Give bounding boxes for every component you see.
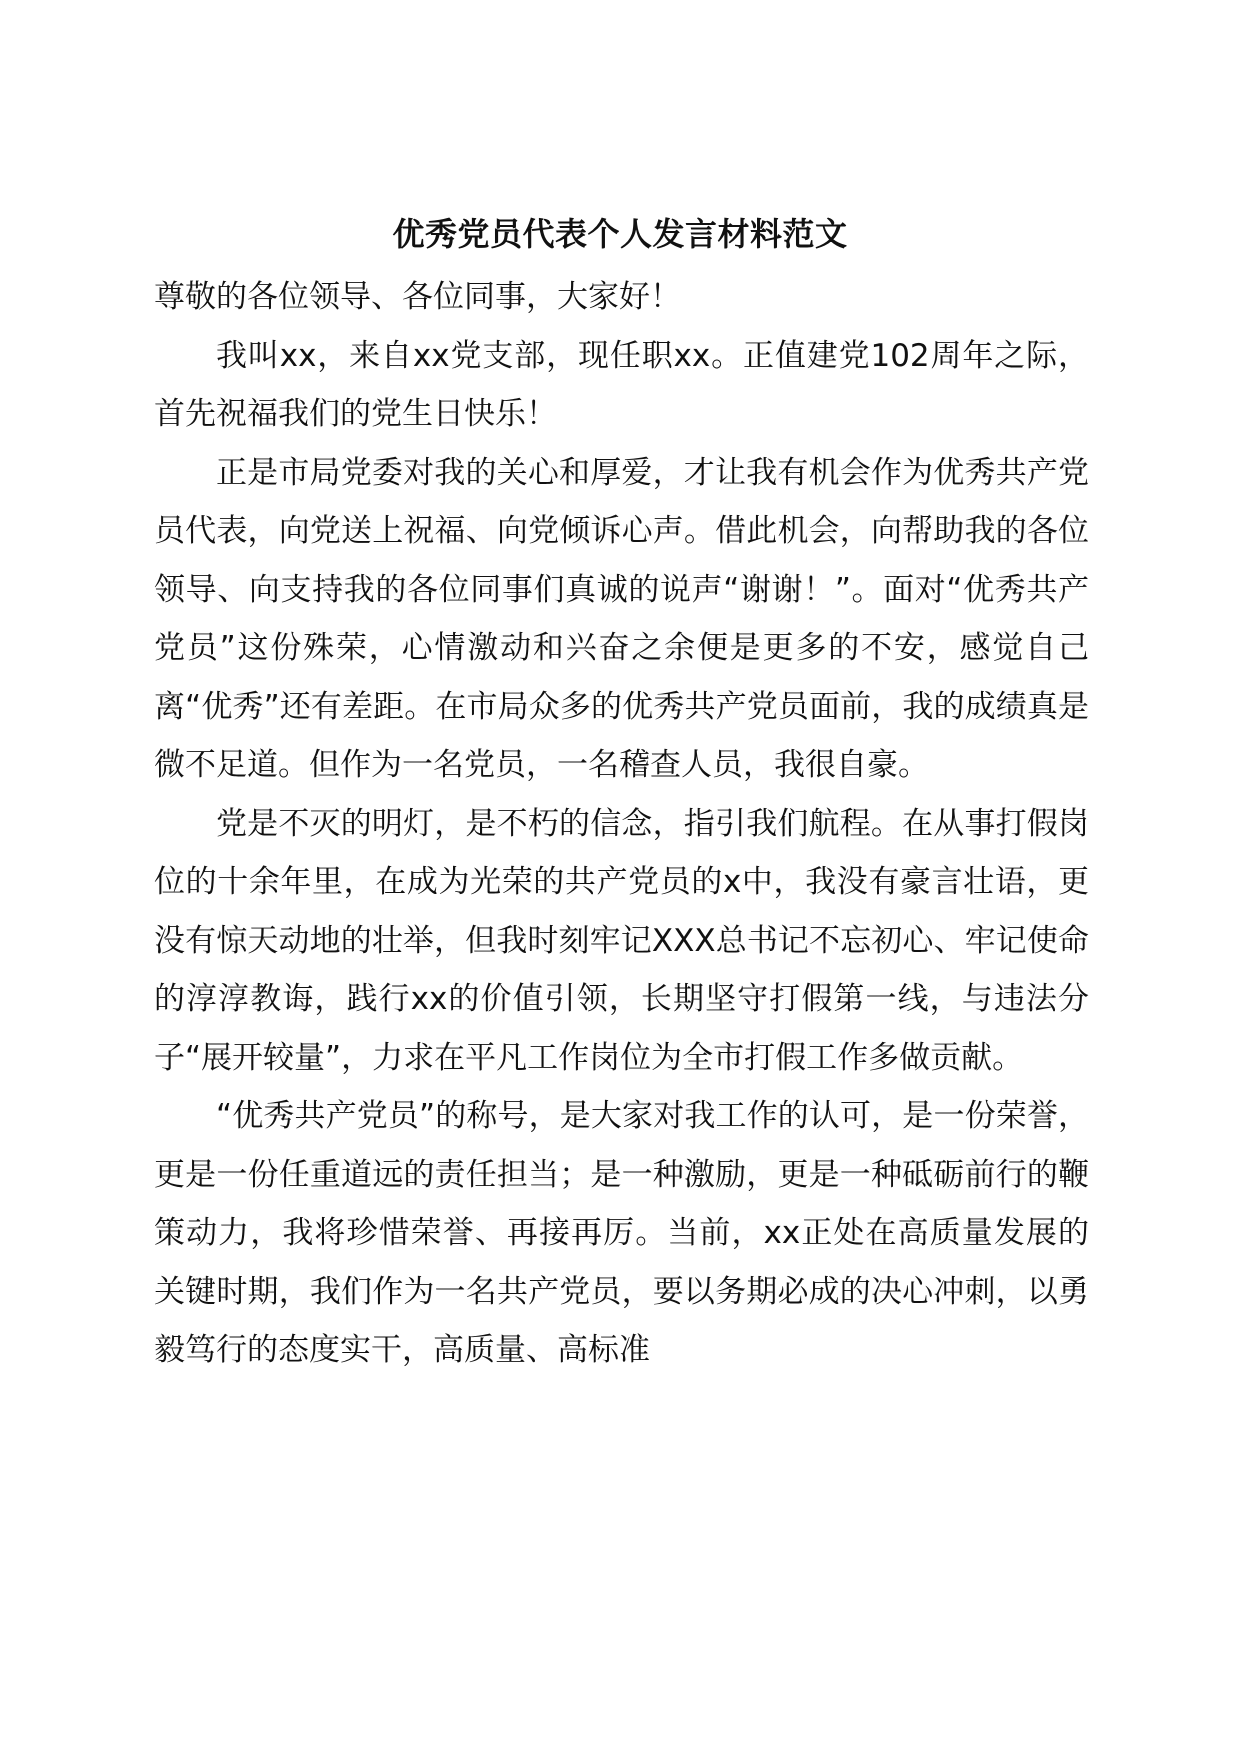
paragraph-honor-responsibility: “优秀共产党员”的称号，是大家对我工作的认可，是一份荣誉，更是一份任重道远的责任担当；是一种激励，更是一种砥砺前行的鞭策动力，我将珍惜荣誉、再接再厉。当前，xx正处在高质量发展的关键时期，我们作为一名共产党员，要以务期必成的决心冲刺，以勇毅笃行的态度实干，高质量、高标准 [154, 1098, 1089, 1368]
document-body [154, 268, 1089, 1380]
paragraph-party-beacon: 党是不灭的明灯，是不朽的信念，指引我们航程。在从事打假岗位的十余年里，在成为光荣的共产党员的x中，我没有豪言壮语，更没有惊天动地的壮举，但我时刻牢记XXX总书记不忘初心、牢记使命的淳淳教诲，践行xx的价值引领，长期坚守打假第一线，与违法分子“展开较量”，力求在平凡工作岗位为全市打假工作多做贡献。 [154, 805, 1089, 1076]
paragraph-gratitude: 正是市局党委对我的关心和厚爱，才让我有机会作为优秀共产党员代表，向党送上祝福、向党倾诉心声。借此机会，向帮助我的各位领导、向支持我的各位同事们真诚的说声“谢谢！”。面对“优秀共产党员”这份殊荣，心情激动和兴奋之余便是更多的不安，感觉自己离“优秀”还有差距。在市局众多的优秀共产党员面前，我的成绩真是微不足道。但作为一名党员，一名稽查人员，我很自豪。 [154, 454, 1089, 783]
salutation: 尊敬的各位领导、各位同事，大家好！ [154, 279, 681, 315]
paragraph-introduction: 我叫xx，来自xx党支部，现任职xx。正值建党102周年之际，首先祝福我们的党生日快乐！ [154, 337, 1089, 432]
document-title: 优秀党员代表个人发言材料范文 [392, 215, 848, 253]
